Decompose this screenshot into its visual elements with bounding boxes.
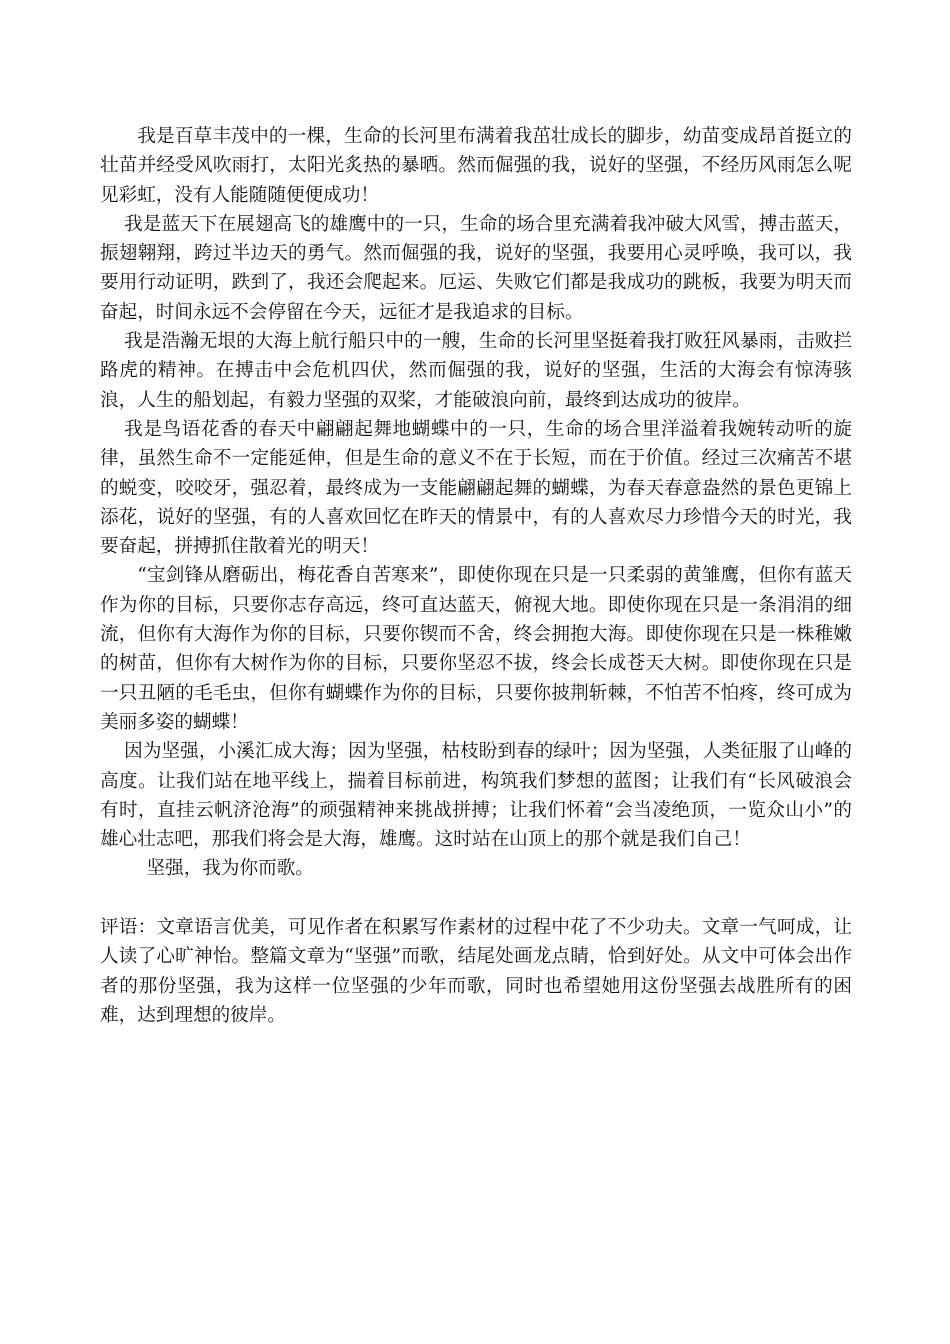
essay-paragraph-2: 我是蓝天下在展翅高飞的雄鹰中的一只，生命的场合里充满着我冲破大风雪，搏击蓝天，振翅翱翔，跨过半边天的勇气。然而倔强的我，说好的坚强，我要用心灵呼唤，我可以，我要用行动证明，跌到了，我还会爬起来。厄运、失败它们都是我成功的跳板，我要为明天而奋起，时间永远不会停留在今天，远征才是我追求的目标。 <box>100 213 852 323</box>
section-gap <box>100 884 852 913</box>
document-page <box>100 122 852 1030</box>
essay-paragraph-1: 我是百草丰茂中的一棵，生命的长河里布满着我茁壮成长的脚步，幼苗变成昂首挺立的壮苗并经受风吹雨打，太阳光炙热的暴晒。然而倔强的我，说好的坚强，不经历风雨怎么呢见彩虹，没有人能随随便便成功！ <box>100 126 852 206</box>
essay-paragraph-4: 我是鸟语花香的春天中翩翩起舞地蝴蝶中的一只，生命的场合里洋溢着我婉转动听的旋律，虽然生命不一定能延伸，但是生命的意义不在于长短，而在于价值。经过三次痛苦不堪的蜕变，咬咬牙，强忍着，最终成为一支能翩翩起舞的蝴蝶，为春天春意盎然的景色更锦上添花，说好的坚强，有的人喜欢回忆在昨天的情景中，有的人喜欢尽力珍惜今天的时光，我要奋起，拼搏抓住散着光的明天！ <box>100 418 852 558</box>
essay-paragraph-6: 因为坚强，小溪汇成大海；因为坚强，枯枝盼到春的绿叶；因为坚强，人类征服了山峰的高度。让我们站在地平线上，揣着目标前进，构筑我们梦想的蓝图；让我们有“长风破浪会有时，直挂云帆济沧海”的顽强精神来挑战拼搏；让我们怀着“会当凌绝顶，一览众山小”的雄心壮志吧，那我们将会是大海，雄鹰。这时站在山顶上的那个就是我们自己！ <box>100 741 852 851</box>
essay-closing-line: 坚强，我为你而歌。 <box>146 858 314 880</box>
essay-paragraph-3: 我是浩瀚无垠的大海上航行船只中的一艘，生命的长河里坚挺着我打败狂风暴雨，击败拦路虎的精神。在搏击中会危机四伏，然而倔强的我，说好的坚强，生活的大海会有惊涛骇浪，人生的船划起，有毅力坚强的双桨，才能破浪向前，最终到达成功的彼岸。 <box>100 331 852 411</box>
review-comment: 评语：文章语言优美，可见作者在积累写作素材的过程中花了不少功夫。文章一气呵成，让人读了心旷神怡。整篇文章为“坚强”而歌，结尾处画龙点睛，恰到好处。从文中可体会出作者的那份坚强，我为这样一位坚强的少年而歌，同时也希望她用这份坚强去战胜所有的困难，达到理想的彼岸。 <box>100 917 852 1026</box>
essay-paragraph-5: “宝剑锋从磨砺出，梅花香自苦寒来”，即使你现在只是一只柔弱的黄雏鹰，但你有蓝天作为你的目标，只要你志存高远，终可直达蓝天，俯视大地。即使你现在只是一条涓涓的细流，但你有大海作为你的目标，只要你锲而不舍，终会拥抱大海。即使你现在只是一株稚嫩的树苗，但你有大树作为你的目标，只要你坚忍不拔，终会长成苍天大树。即使你现在只是一只丑陋的毛毛虫，但你有蝴蝶作为你的目标，只要你披荆斩棘，不怕苦不怕疼，终可成为美丽多姿的蝴蝶！ <box>100 565 852 733</box>
